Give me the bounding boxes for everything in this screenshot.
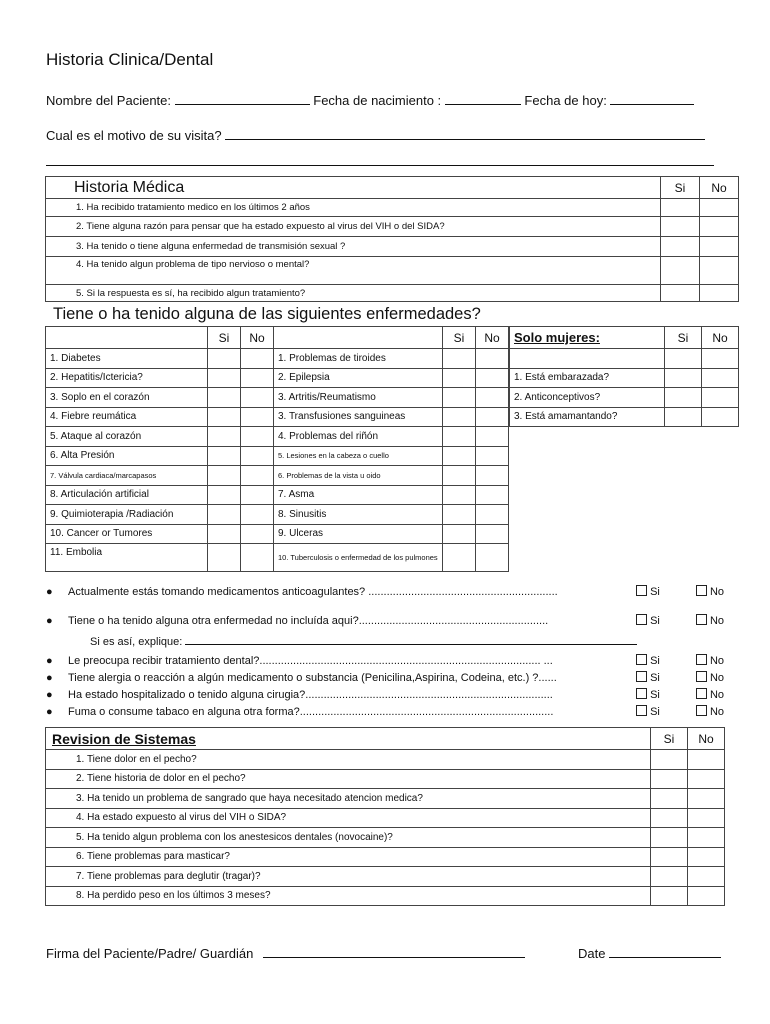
no-checkbox[interactable] (688, 828, 725, 848)
si-checkbox[interactable] (208, 524, 241, 544)
systems-question: 4. Ha estado expuesto al virus del VIH o SIDA? (46, 808, 651, 828)
signature-field[interactable] (263, 944, 525, 958)
si-checkbox[interactable] (443, 505, 476, 525)
disease-item: 8. Articulación artificial (46, 485, 208, 505)
disease-item: 9. Ulceras (274, 524, 443, 544)
disease-item: 3. Transfusiones sanguineas (274, 407, 443, 427)
no-checkbox[interactable] (688, 769, 725, 789)
no-checkbox[interactable] (700, 199, 739, 217)
si-checkbox[interactable] (443, 368, 476, 388)
si-checkbox[interactable] (443, 446, 476, 466)
si-checkbox[interactable] (665, 368, 702, 388)
systems-question: 3. Ha tenido un problema de sangrado que haya necesitado atencion medica? (46, 789, 651, 809)
diseases-table (45, 326, 509, 572)
no-checkbox[interactable] (688, 750, 725, 770)
si-checkbox[interactable] (651, 750, 688, 770)
si-checkbox[interactable] (651, 769, 688, 789)
no-checkbox[interactable] (241, 446, 274, 466)
question-line: ● Le preocupa recibir tratamiento dental?............................................................................................ ... Si No (46, 655, 725, 667)
no-checkbox[interactable] (688, 867, 725, 887)
no-checkbox[interactable] (696, 688, 707, 699)
no-checkbox[interactable] (688, 886, 725, 906)
no-header: No (241, 327, 274, 349)
systems-question: 8. Ha perdido peso en los últimos 3 meses? (46, 886, 651, 906)
no-checkbox[interactable] (476, 544, 509, 572)
no-checkbox[interactable] (696, 614, 707, 625)
si-checkbox[interactable] (661, 257, 700, 285)
no-checkbox[interactable] (702, 407, 739, 427)
no-checkbox[interactable] (696, 705, 707, 716)
disease-item: 7. Válvula cardiaca/marcapasos (46, 466, 208, 486)
systems-question: 2. Tiene historia de dolor en el pecho? (46, 769, 651, 789)
systems-question: 7. Tiene problemas para deglutir (tragar)? (46, 867, 651, 887)
si-checkbox[interactable] (443, 544, 476, 572)
si-checkbox[interactable] (443, 485, 476, 505)
si-header: Si (665, 327, 702, 349)
dob-label: Fecha de nacimiento : (313, 93, 442, 108)
medical-history-heading: Historia Médica (46, 177, 661, 199)
si-checkbox[interactable] (636, 585, 647, 596)
no-checkbox[interactable] (241, 544, 274, 572)
women-table (509, 326, 739, 427)
si-checkbox[interactable] (665, 388, 702, 408)
medical-question: 2. Tiene alguna razón para pensar que ha estado expuesto al virus del VIH o del SIDA? (46, 217, 661, 237)
no-checkbox[interactable] (476, 349, 509, 369)
si-checkbox[interactable] (636, 671, 647, 682)
explain-field[interactable] (185, 633, 637, 645)
no-checkbox[interactable] (702, 368, 739, 388)
no-checkbox[interactable] (241, 349, 274, 369)
women-heading: Solo mujeres: (510, 327, 665, 349)
disease-item: 2. Epilepsia (274, 368, 443, 388)
women-item: 1. Está embarazada? (510, 368, 665, 388)
date-row (578, 944, 721, 961)
no-checkbox[interactable] (476, 388, 509, 408)
no-checkbox[interactable] (241, 524, 274, 544)
si-checkbox[interactable] (636, 705, 647, 716)
disease-item: 9. Quimioterapia /Radiación (46, 505, 208, 525)
no-checkbox[interactable] (241, 368, 274, 388)
no-checkbox[interactable] (700, 257, 739, 285)
question-line: ● Ha estado hospitalizado o tenido alguna cirugia?................................................................................. Si No (46, 689, 725, 701)
no-checkbox[interactable] (241, 427, 274, 447)
patient-info-row (46, 91, 694, 108)
disease-item: 10. Cancer or Tumores (46, 524, 208, 544)
no-checkbox[interactable] (241, 485, 274, 505)
date-field[interactable] (609, 944, 721, 958)
reason-row (46, 126, 705, 143)
no-header: No (688, 728, 725, 750)
si-checkbox[interactable] (208, 407, 241, 427)
si-header: Si (443, 327, 476, 349)
si-checkbox[interactable] (443, 466, 476, 486)
no-checkbox[interactable] (696, 585, 707, 596)
si-checkbox[interactable] (636, 688, 647, 699)
no-checkbox[interactable] (241, 466, 274, 486)
disease-item: 1. Diabetes (46, 349, 208, 369)
systems-question: 5. Ha tenido algun problema con los anestesicos dentales (novocaine)? (46, 828, 651, 848)
si-checkbox[interactable] (636, 654, 647, 665)
systems-question: 6. Tiene problemas para masticar? (46, 847, 651, 867)
no-checkbox[interactable] (241, 388, 274, 408)
no-checkbox[interactable] (241, 505, 274, 525)
si-checkbox[interactable] (208, 544, 241, 572)
si-checkbox[interactable] (636, 614, 647, 625)
disease-item: 4. Fiebre reumática (46, 407, 208, 427)
disease-item: 3. Soplo en el corazón (46, 388, 208, 408)
si-checkbox[interactable] (208, 446, 241, 466)
si-header: Si (208, 327, 241, 349)
si-checkbox[interactable] (661, 217, 700, 237)
systems-table (45, 727, 725, 906)
si-checkbox[interactable] (651, 867, 688, 887)
no-checkbox[interactable] (700, 237, 739, 257)
si-header: Si (651, 728, 688, 750)
diseases-heading: Tiene o ha tenido alguna de las siguientes enfermedades? (53, 305, 481, 323)
patient-name-field[interactable] (175, 91, 310, 105)
explain-label: Si es así, explique: (90, 636, 183, 648)
no-checkbox[interactable] (700, 285, 739, 302)
si-checkbox[interactable] (651, 808, 688, 828)
si-checkbox[interactable] (661, 285, 700, 302)
medical-question: 3. Ha tenido o tiene alguna enfermedad de transmisión sexual ? (46, 237, 661, 257)
dob-field[interactable] (445, 91, 521, 105)
no-checkbox[interactable] (476, 524, 509, 544)
no-checkbox[interactable] (696, 671, 707, 682)
si-checkbox[interactable] (651, 847, 688, 867)
no-checkbox[interactable] (476, 407, 509, 427)
si-checkbox[interactable] (665, 407, 702, 427)
question-line: ● Tiene alergia o reacción a algún medicamento o substancia (Penicilina,Aspirina, Codeina, etc.) ?...... Si No (46, 672, 725, 684)
si-checkbox[interactable] (208, 388, 241, 408)
reason-field-line-2[interactable] (46, 165, 714, 166)
no-checkbox[interactable] (688, 847, 725, 867)
disease-item: 2. Hepatitis/Ictericia? (46, 368, 208, 388)
no-checkbox[interactable] (688, 808, 725, 828)
si-checkbox[interactable] (443, 349, 476, 369)
no-checkbox[interactable] (696, 654, 707, 665)
disease-item: 6. Alta Presión (46, 446, 208, 466)
disease-item: 5. Ataque al corazón (46, 427, 208, 447)
medical-question: 5. Si la respuesta es sí, ha recibido algun tratamiento? (46, 285, 661, 302)
no-header: No (476, 327, 509, 349)
systems-heading: Revision de Sistemas (46, 728, 651, 750)
no-header: No (702, 327, 739, 349)
disease-item: 5. Lesiones en la cabeza o cuello (274, 446, 443, 466)
si-checkbox[interactable] (443, 407, 476, 427)
date-label: Date (578, 946, 606, 961)
question-line: ● Fuma o consume tabaco en alguna otra forma?................................................................................... Si No (46, 706, 725, 718)
signature-label: Firma del Paciente/Padre/ Guardián (46, 946, 254, 961)
si-checkbox[interactable] (443, 427, 476, 447)
no-checkbox[interactable] (476, 485, 509, 505)
no-checkbox[interactable] (702, 388, 739, 408)
reason-label: Cual es el motivo de su visita? (46, 128, 222, 143)
page-title: Historia Clinica/Dental (46, 50, 214, 69)
si-checkbox[interactable] (208, 349, 241, 369)
si-checkbox[interactable] (661, 237, 700, 257)
medical-history-table (45, 176, 739, 302)
si-checkbox[interactable] (651, 828, 688, 848)
si-checkbox[interactable] (443, 388, 476, 408)
disease-item: 8. Sinusitis (274, 505, 443, 525)
question-line: ● Tiene o ha tenido alguna otra enfermedad no incluída aqui?.............................................................. Si No (46, 615, 725, 627)
patient-name-label: Nombre del Paciente: (46, 93, 172, 108)
medical-question: 1. Ha recibido tratamiento medico en los últimos 2 años (46, 199, 661, 217)
disease-item: 4. Problemas del riñón (274, 427, 443, 447)
women-item: 3. Está amamantando? (510, 407, 665, 427)
medical-question: 4. Ha tenido algun problema de tipo nervioso o mental? (46, 257, 661, 285)
no-checkbox[interactable] (688, 789, 725, 809)
no-checkbox[interactable] (476, 446, 509, 466)
reason-field[interactable] (225, 126, 705, 140)
no-checkbox[interactable] (476, 505, 509, 525)
women-item: 2. Anticonceptivos? (510, 388, 665, 408)
si-checkbox[interactable] (208, 485, 241, 505)
today-field[interactable] (610, 91, 694, 105)
today-label: Fecha de hoy: (524, 93, 607, 108)
si-checkbox[interactable] (443, 524, 476, 544)
si-checkbox[interactable] (651, 789, 688, 809)
disease-item: 3. Artritis/Reumatismo (274, 388, 443, 408)
disease-item: 7. Asma (274, 485, 443, 505)
disease-item: 10. Tuberculosis o enfermedad de los pulmones (274, 544, 443, 572)
signature-row (46, 944, 525, 961)
no-checkbox[interactable] (241, 407, 274, 427)
disease-item: 6. Problemas de la vista u oido (274, 466, 443, 486)
systems-question: 1. Tiene dolor en el pecho? (46, 750, 651, 770)
si-checkbox[interactable] (651, 886, 688, 906)
no-checkbox[interactable] (700, 217, 739, 237)
explain-row (90, 633, 637, 648)
disease-item: 1. Problemas de tiroides (274, 349, 443, 369)
question-line: ● Actualmente estás tomando medicamentos anticoagulantes? .............................................................. Si No (46, 586, 725, 598)
no-checkbox[interactable] (476, 368, 509, 388)
no-header: No (700, 177, 739, 199)
si-header: Si (661, 177, 700, 199)
si-checkbox[interactable] (208, 427, 241, 447)
si-checkbox[interactable] (208, 466, 241, 486)
si-checkbox[interactable] (208, 505, 241, 525)
disease-item: 11. Embolia (46, 544, 208, 572)
si-checkbox[interactable] (208, 368, 241, 388)
si-checkbox[interactable] (661, 199, 700, 217)
no-checkbox[interactable] (476, 427, 509, 447)
no-checkbox[interactable] (476, 466, 509, 486)
